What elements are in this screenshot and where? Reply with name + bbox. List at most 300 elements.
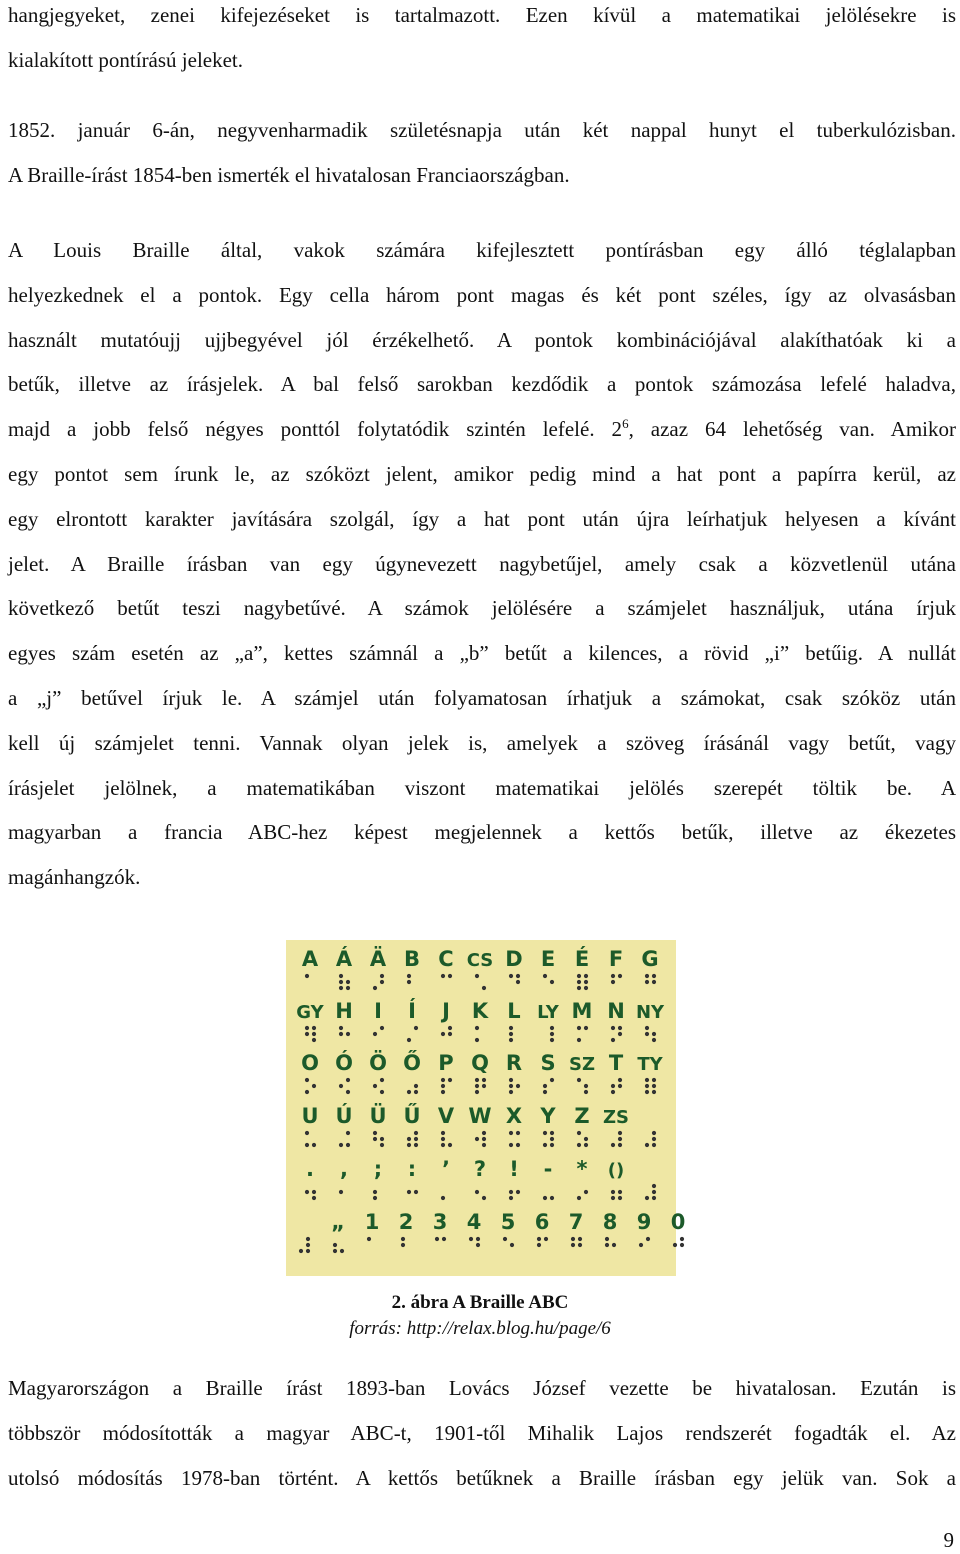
braille-dot [305, 1078, 309, 1082]
braille-dot [612, 1243, 616, 1247]
braille-dot [305, 1190, 309, 1194]
text-line: egy pontot sem írunk le, az szóközt jelent, amikor pedig mind a hat pont a papírra kerül, az [8, 461, 956, 486]
braille-dot [611, 1143, 615, 1147]
text-line: utolsó módosítás 1978-ban történt. A kettős betűknek a Braille írásban egy jelük van. Sok a [8, 1465, 956, 1490]
braille-dot [414, 1137, 418, 1141]
braille-dot [646, 1237, 650, 1241]
braille-dot [346, 1131, 350, 1135]
braille-dot [407, 974, 411, 978]
braille-dot [571, 1243, 575, 1247]
braille-dot [441, 1196, 445, 1200]
braille-dot [312, 1190, 316, 1194]
braille-dot [645, 1090, 649, 1094]
braille-dot [312, 1032, 316, 1036]
braille-dot [652, 974, 656, 978]
braille-dot [516, 980, 520, 984]
braille-dot [577, 1196, 581, 1200]
braille-dot [482, 1131, 486, 1135]
braille-glyph-label: : [407, 1157, 417, 1181]
braille-dot [543, 1084, 547, 1088]
braille-glyph-label: I [374, 999, 382, 1023]
text-line: egy elrontott karakter javítására szolgál, így a hat pont után újra leírhatjuk helyesen a kívánt [8, 506, 956, 531]
braille-dot [509, 1078, 513, 1082]
braille-dot [305, 1090, 309, 1094]
braille-dot [584, 974, 588, 978]
braille-dot [618, 1131, 622, 1135]
braille-dot [380, 1090, 384, 1094]
braille-dot [442, 1237, 446, 1241]
braille-dot [652, 1143, 656, 1147]
braille-dot [441, 1143, 445, 1147]
braille-dot [312, 1196, 316, 1200]
braille-dot [578, 1237, 582, 1241]
braille-dot [618, 1137, 622, 1141]
braille-dot [367, 1237, 371, 1241]
braille-dot [339, 1190, 343, 1194]
braille-dot [577, 1143, 581, 1147]
braille-dot [577, 980, 581, 984]
braille-dot [339, 1026, 343, 1030]
braille-dot [380, 1143, 384, 1147]
braille-dot [373, 986, 377, 990]
braille-dot [407, 1038, 411, 1042]
braille-dot [441, 1084, 445, 1088]
braille-glyph-label: ? [473, 1157, 487, 1181]
braille-dot [435, 1237, 439, 1241]
braille-glyph-label: Ő [403, 1051, 421, 1075]
braille-dot [333, 1243, 337, 1247]
braille-dot [544, 1237, 548, 1241]
braille-dot [509, 1026, 513, 1030]
braille-dot [578, 1243, 582, 1247]
braille-dot [645, 974, 649, 978]
braille-dot [407, 1137, 411, 1141]
braille-glyph-label: P [438, 1051, 454, 1075]
braille-dot [346, 986, 350, 990]
braille-dot [652, 1084, 656, 1088]
braille-glyph-label: , [340, 1157, 348, 1181]
braille-dot [482, 986, 486, 990]
braille-dot [305, 1032, 309, 1036]
braille-dot [577, 974, 581, 978]
braille-dot [346, 1078, 350, 1082]
braille-dot [584, 980, 588, 984]
braille-dot [441, 1078, 445, 1082]
braille-dot [414, 1026, 418, 1030]
braille-dot [339, 1143, 343, 1147]
braille-dot [373, 1137, 377, 1141]
braille-dot [414, 1143, 418, 1147]
braille-dot [407, 1190, 411, 1194]
braille-dot [550, 980, 554, 984]
braille-dot [441, 1090, 445, 1094]
braille-glyph-label: Í [408, 999, 416, 1023]
braille-dot [537, 1237, 541, 1241]
braille-dot [414, 1090, 418, 1094]
braille-dot [339, 974, 343, 978]
text-line: kialakított pontírású jeleket. [8, 47, 244, 72]
braille-dot [373, 1084, 377, 1088]
braille-glyph-label: E [540, 947, 556, 971]
braille-dot [306, 1243, 310, 1247]
braille-dot [441, 974, 445, 978]
braille-glyph-label: GY [296, 1002, 324, 1023]
braille-dot [380, 1026, 384, 1030]
braille-dot [645, 1196, 649, 1200]
braille-dot [441, 1131, 445, 1135]
braille-dot [475, 1078, 479, 1082]
braille-dot [652, 1137, 656, 1141]
braille-glyph-label: Z [574, 1104, 590, 1128]
braille-dot [448, 974, 452, 978]
braille-dot [306, 1249, 310, 1253]
braille-dot [373, 1131, 377, 1135]
braille-dot [469, 1237, 473, 1241]
braille-dot [611, 1196, 615, 1200]
braille-dot [584, 1137, 588, 1141]
braille-dot [611, 1038, 615, 1042]
braille-glyph-label: F [608, 947, 624, 971]
braille-dot [645, 1143, 649, 1147]
braille-glyph-label: S [540, 1051, 556, 1075]
braille-dot [516, 1131, 520, 1135]
braille-dot [414, 1190, 418, 1194]
braille-dot [543, 1090, 547, 1094]
braille-glyph-label: V [437, 1104, 455, 1128]
braille-glyph-label: G [641, 947, 659, 971]
braille-dot [584, 1090, 588, 1094]
braille-dot [510, 1243, 514, 1247]
braille-dot [482, 1084, 486, 1088]
braille-dot [339, 1032, 343, 1036]
power-line-start: majd a jobb felső négyes ponttól folytatódik szintén lefelé. 2 [8, 417, 623, 442]
braille-dot [550, 1143, 554, 1147]
text-line: helyezkednek el a pontok. Egy cella három pont magas és két pont széles, így az olvasásban [8, 282, 956, 307]
braille-dot [611, 980, 615, 984]
braille-dot [516, 974, 520, 978]
braille-dot [516, 1084, 520, 1088]
text-line-with-power [8, 407, 956, 452]
braille-glyph-label: 3 [432, 1210, 448, 1234]
braille-dot [652, 1032, 656, 1036]
braille-dot [680, 1237, 684, 1241]
braille-dot [509, 1038, 513, 1042]
braille-dot [537, 1243, 541, 1247]
braille-dot [584, 1084, 588, 1088]
braille-dot [305, 1131, 309, 1135]
braille-dot [509, 974, 513, 978]
braille-dot [509, 1084, 513, 1088]
paragraph-2 [8, 108, 956, 198]
braille-glyph-label: ; [373, 1157, 383, 1181]
braille-dot [339, 980, 343, 984]
braille-dot [305, 1143, 309, 1147]
braille-glyph-label: 9 [636, 1210, 652, 1234]
braille-glyph-label: L [507, 999, 521, 1023]
braille-dot [312, 1143, 316, 1147]
braille-dot [577, 1131, 581, 1135]
braille-dot [645, 1026, 649, 1030]
braille-glyph-label: Q [471, 1051, 489, 1075]
braille-dot [652, 980, 656, 984]
braille-dot [475, 1137, 479, 1141]
braille-dot [652, 1184, 656, 1188]
braille-glyph-label: U [301, 1104, 319, 1128]
braille-dot [618, 1032, 622, 1036]
braille-glyph-label: H [335, 999, 353, 1023]
braille-glyph-label: J [442, 999, 450, 1023]
braille-dot [305, 1026, 309, 1030]
braille-glyph-label: ! [509, 1157, 519, 1181]
braille-dot [475, 1190, 479, 1194]
braille-dot [652, 1131, 656, 1135]
text-line: többször módosították a magyar ABC-t, 1901-től Mihalik Lajos rendszerét fogadták el. Az [8, 1420, 956, 1445]
braille-glyph-label: „ [331, 1210, 345, 1234]
braille-dot [373, 1190, 377, 1194]
braille-glyph-label: O [301, 1051, 319, 1075]
braille-glyph-label: () [607, 1160, 625, 1181]
braille-glyph-label: 2 [398, 1210, 414, 1234]
braille-dot [639, 1243, 643, 1247]
text-line: Magyarországon a Braille írást 1893-ban Lovács József vezette be hivatalosan. Ezután is [8, 1376, 956, 1400]
braille-dot [543, 1196, 547, 1200]
braille-dot [407, 1090, 411, 1094]
braille-dot [441, 1137, 445, 1141]
text-line: magyarban a francia ABC-hez képest megjelennek a kettős betűk, illetve az ékezetes [8, 820, 956, 845]
braille-dot [571, 1237, 575, 1241]
braille-dot [373, 1196, 377, 1200]
text-line: A Braille-írást 1854-ben ismerték el hivatalosan Franciaországban. [8, 162, 570, 187]
braille-dot [407, 980, 411, 984]
braille-glyph-label: 0 [670, 1210, 686, 1234]
text-line: egyes szám esetén az „a”, kettes számnál a „b” betűt a kilences, a rövid „i” betűig. A nullát [8, 641, 956, 666]
power-line-end: , azaz 64 lehetőség van. Amikor [628, 417, 957, 442]
figure-caption-source: forrás: http://relax.blog.hu/page/6 [349, 1318, 611, 1339]
text-line: kell új számjelet tenni. Vannak olyan jelek is, amelyek a szöveg írásánál vagy betűt, vagy [8, 730, 956, 755]
braille-dot [550, 1026, 554, 1030]
braille-glyph-label: - [543, 1157, 553, 1181]
braille-dot [584, 1143, 588, 1147]
braille-dot [448, 1032, 452, 1036]
braille-dot [509, 1032, 513, 1036]
text-line: A Louis Braille által, vakok számára kifejlesztett pontírásban egy álló téglalapban [8, 238, 956, 262]
braille-glyph-label: 1 [364, 1210, 380, 1234]
braille-dot [448, 1026, 452, 1030]
braille-glyph-label: LY [537, 1002, 559, 1023]
braille-dot [346, 1143, 350, 1147]
braille-glyph-label: NY [635, 1002, 665, 1023]
text-line: következő betűt teszi nagybetűvé. A számok jelölésére a számjelet használjuk, utána írjuk [8, 596, 956, 621]
paragraph-4 [8, 1366, 956, 1500]
braille-dot [299, 1249, 303, 1253]
text-line: magánhangzók. [8, 865, 141, 890]
braille-dot [550, 1137, 554, 1141]
braille-dot [509, 1131, 513, 1135]
braille-dot [312, 1038, 316, 1042]
braille-dot [380, 1137, 384, 1141]
braille-dot [312, 1084, 316, 1088]
braille-dot [441, 1032, 445, 1036]
braille-dot [475, 1038, 479, 1042]
paragraph-3 [8, 228, 956, 900]
braille-dot [401, 1237, 405, 1241]
braille-glyph-label: * [576, 1157, 588, 1181]
braille-dot [618, 1078, 622, 1082]
paragraph-1 [8, 0, 956, 83]
braille-glyph-label: T [608, 1051, 624, 1075]
braille-dot [306, 1237, 310, 1241]
braille-glyph-label: B [403, 947, 421, 971]
braille-glyph-label: 6 [534, 1210, 550, 1234]
braille-dot [584, 1190, 588, 1194]
braille-dot [550, 1078, 554, 1082]
braille-glyph-label: Ó [335, 1051, 353, 1075]
braille-dot [611, 1090, 615, 1094]
braille-dot [414, 1084, 418, 1088]
text-line: használt mutatóujj ujjbegyével jól érzékelhető. A pontok kombinációjával alakíthatóak ki a [8, 327, 956, 352]
braille-dot [333, 1249, 337, 1253]
braille-dot [339, 986, 343, 990]
braille-glyph-label: C [438, 947, 454, 971]
braille-dot [577, 986, 581, 990]
braille-dot [652, 1190, 656, 1194]
braille-glyph-label: Ä [369, 947, 387, 971]
braille-dot [380, 1078, 384, 1082]
braille-dot [312, 1026, 316, 1030]
braille-dot [476, 1237, 480, 1241]
braille-dot [645, 1078, 649, 1082]
braille-dot [543, 974, 547, 978]
braille-glyph-label: . [306, 1157, 314, 1181]
braille-dot [340, 1249, 344, 1253]
braille-dot [618, 1143, 622, 1147]
braille-dot [407, 1143, 411, 1147]
power-exponent: 6 [622, 416, 629, 432]
braille-dot [543, 1131, 547, 1135]
braille-dot [605, 1237, 609, 1241]
braille-dot [652, 1078, 656, 1082]
braille-dot [645, 1032, 649, 1036]
braille-dot [611, 1190, 615, 1194]
text-line: a „j” betűvel írjuk le. A számjel után folyamatosan írhatjuk a számokat, csak szóköz után [8, 685, 956, 710]
braille-dot [482, 1196, 486, 1200]
braille-dot [509, 1090, 513, 1094]
braille-dot [448, 1143, 452, 1147]
text-line: hangjegyeket, zenei kifejezéseket is tartalmazott. Ezen kívül a matematikai jelölésekre is [8, 3, 956, 27]
braille-glyph-label: A [301, 947, 319, 971]
braille-dot [652, 1090, 656, 1094]
page-number: 9 [943, 1528, 954, 1552]
braille-dot [577, 1026, 581, 1030]
braille-dot [380, 974, 384, 978]
text-line: írásjelet jelölnek, a matematikában viszont matematikai jelölés szerepét töltik be. A [8, 775, 956, 800]
braille-glyph-label: Y [540, 1104, 556, 1128]
braille-dot [680, 1243, 684, 1247]
braille-dot [475, 1026, 479, 1030]
braille-glyph-label: M [571, 999, 593, 1023]
braille-dot [605, 1243, 609, 1247]
braille-glyph-label: K [471, 999, 489, 1023]
braille-dot [509, 1190, 513, 1194]
braille-dot [516, 1143, 520, 1147]
braille-glyph-label: 4 [466, 1210, 482, 1234]
braille-dot [618, 974, 622, 978]
braille-glyph-label: É [574, 947, 590, 971]
braille-glyph-label: Ü [369, 1104, 387, 1128]
braille-dot [516, 1190, 520, 1194]
braille-dot [482, 1143, 486, 1147]
braille-glyph-label: Ű [403, 1104, 421, 1128]
braille-dot [476, 1243, 480, 1247]
braille-dot [577, 1078, 581, 1082]
braille-dot [509, 1196, 513, 1200]
braille-glyph-label: 5 [500, 1210, 516, 1234]
braille-dot [550, 1196, 554, 1200]
braille-dot [618, 1084, 622, 1088]
text-line: 1852. január 6-án, negyvenharmadik születésnapja után két nappal hunyt el tuberkulózisban. [8, 118, 956, 142]
braille-dot [305, 974, 309, 978]
braille-dot [550, 1038, 554, 1042]
braille-glyph-label: R [505, 1051, 523, 1075]
braille-glyph-label: ’ [442, 1157, 450, 1181]
braille-dot [346, 1032, 350, 1036]
braille-dot [584, 986, 588, 990]
braille-dot [543, 1143, 547, 1147]
braille-glyph-label: Ö [369, 1051, 387, 1075]
braille-dot [475, 1084, 479, 1088]
braille-dot [618, 1190, 622, 1194]
braille-dot [346, 980, 350, 984]
braille-glyph-label: W [468, 1104, 492, 1128]
braille-glyph-label: X [505, 1104, 523, 1128]
braille-dot [503, 1237, 507, 1241]
braille-glyph-label: TY [637, 1054, 663, 1075]
braille-dot [346, 1090, 350, 1094]
braille-dot [414, 1131, 418, 1135]
braille-dot [482, 1137, 486, 1141]
braille-glyph-label: 8 [602, 1210, 618, 1234]
braille-dot [550, 1032, 554, 1036]
braille-dot [652, 1196, 656, 1200]
braille-alphabet-figure [286, 940, 686, 1276]
braille-dot [448, 1078, 452, 1082]
braille-glyph-label: Á [335, 947, 353, 971]
text-line: betűk, illetve az írásjelek. A bal felső sarokban kezdődik a pontok számozása lefelé haladva, [8, 372, 956, 397]
braille-glyph-label: 7 [568, 1210, 584, 1234]
braille-dot [645, 1084, 649, 1088]
braille-glyph-label: Ú [335, 1104, 353, 1128]
braille-glyph-label: ZS [602, 1107, 630, 1128]
braille-dot [380, 980, 384, 984]
braille-glyph-label: CS [466, 950, 494, 971]
braille-dot [645, 980, 649, 984]
braille-dot [584, 1026, 588, 1030]
braille-dot [373, 1032, 377, 1036]
braille-dot [550, 1131, 554, 1135]
braille-dot [401, 1243, 405, 1247]
braille-dot [618, 1196, 622, 1200]
braille-dot [611, 974, 615, 978]
braille-glyph-label: D [505, 947, 523, 971]
braille-glyph-label: SZ [568, 1054, 596, 1075]
braille-dot [509, 1143, 513, 1147]
braille-chart [286, 940, 686, 1276]
braille-dot [339, 1084, 343, 1088]
braille-dot [475, 1090, 479, 1094]
braille-dot [482, 1078, 486, 1082]
braille-glyph-label: N [607, 999, 625, 1023]
braille-dot [475, 974, 479, 978]
